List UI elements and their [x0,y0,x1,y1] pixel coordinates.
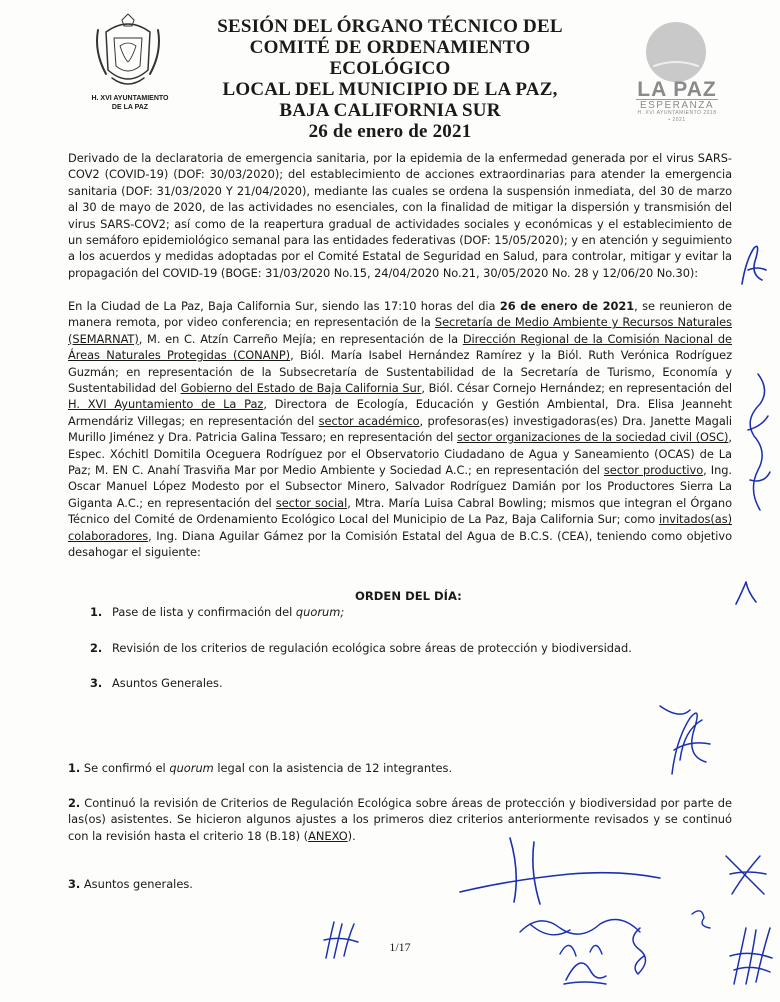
resolution-text: Se confirmó el [80,761,170,775]
resolution-number: 1. [68,761,81,775]
resolution-text: ). [347,828,356,843]
semarnat-reference: Secretaría de Medio Ambiente y Recursos Naturales (SEMARNAT) [68,315,732,346]
initials-signature [650,700,720,780]
title-line-2: COMITÉ DE ORDENAMIENTO ECOLÓGICO [249,37,531,79]
academic-sector-reference: sector académico [318,413,420,428]
attendance-text: , Ing. Diana Aguilar Gámez por la Comisión Estatal del Agua de B.C.S. (CEA), teniendo como objetivo desahogar el siguiente: [68,528,732,560]
state-government-reference: Gobierno del Estado de Baja California Sur [180,381,422,396]
invited-collaborators-reference: invitados(as) colaboradores [68,512,732,543]
resolution-number: 3. [68,877,81,891]
attendance-text: , Mtra. María Luisa Cabral Bowling; mismos que integran el Órgano Técnico del Comité de Ordenamiento Ecológico Local del Municipio de La Paz, Baja California Sur; como [68,495,732,527]
osc-sector-reference: sector organizaciones de la sociedad civil (OSC) [456,430,729,445]
initials-signature [726,920,776,990]
attendance-text: , Espec. Xóchitl Domitila Oceguera Rodríguez por el Observatorio Ciudadano de Agua y Saneamiento (OCAS) de La Paz; M. EN C. Anahí Trasviña Mar por Medio Ambiente y Sociedad A.C.; en representación del [68,430,732,478]
logo-subtitle: ESPERANZA [636,99,718,111]
attendance-text: , se reunieron de manera remota, por video conferencia; en representación de la [68,299,732,330]
title-line-4: BAJA CALIFORNIA SUR [279,100,501,121]
crest-caption-line1: H. XVI AYUNTAMIENTO [91,95,169,102]
conanp-reference: Dirección Regional de la Comisión Nacional de Áreas Naturales Protegidas (CONANP) [68,331,732,363]
resolution-text: Asuntos generales. [80,877,193,891]
agenda-item-number: 3. [90,676,103,690]
margin-vertical-signature [740,360,776,520]
agenda-item-text: Pase de lista y confirmación del [112,605,296,619]
resolution-text: legal con la asistencia de 12 integrantes. [213,761,453,775]
page-number: 1/17 [389,940,411,954]
agenda-item-text: Asuntos Generales. [112,676,223,690]
productive-sector-reference: sector productivo [603,463,704,478]
initials-signature [320,918,360,964]
intro-paragraph: Derivado de la declaratoria de emergencia sanitaria, por la epidemia de la enfermedad generada por el virus SARS-COV2 (COVID-19) (DOF: 30/03/2020); del establecimiento de acciones extraordinarias para atender la emergencia sanitaria (DOF: 31/03/2020 Y 21/04/2020), mediante las cuales se ordena la suspensión inmediata, del 30 de marzo al 30 de mayo de 2020, de las actividades no esenciales, con la finalidad de mitigar la dispersión y transmisión del virus SARS-COV2; así como de la reapertura gradual de actividades sociales y económicas y el establecimiento de un semáforo epidemiológico semanal para las entidades federativas (DOF: 15/05/2020); y en atención y seguimiento a los acuerdos y medidas adoptadas por el Comité Estatal de Seguridad en Salud, para controlar, mitigar y evitar la propagación del COVID-19 (BOGE: 31/03/2020 No.15, 24/04/2020 No.21, 30/05/2020 No. 28 y 12/06/20 No.30): [68,151,732,280]
ayuntamiento-reference: H. XVI Ayuntamiento de La Paz [68,397,264,412]
agenda-item [90,675,223,691]
resolution-number: 2. [68,796,81,810]
initials-signature [620,920,660,980]
attendance-text: En la Ciudad de La Paz, Baja California Sur, siendo las 17:10 horas del dia [68,299,500,313]
resolution-1 [68,760,732,776]
social-sector-reference: sector social [275,495,348,510]
initials-signature [720,850,770,900]
title-date: 26 de enero de 2021 [308,121,472,142]
logo-title: LA PAZ [637,78,717,101]
attendance-text: , M. en C. Atzín Carreño Mejía; en representación de la [138,331,463,346]
attendance-text: , Biól. César Cornejo Hernández; en representación del [421,381,732,396]
agenda-item-italic: quorum; [295,605,345,619]
initials-signature [560,940,610,990]
agenda-item-number: 1. [90,605,103,619]
document-title [200,16,580,142]
agenda-heading: ORDEN DEL DÍA: [355,589,462,603]
attendance-text: , Directora de Ecología, Educación y Gestión Ambiental, Dra. Elisa Jeanneht Armendáriz Villegas; en representación del [68,397,732,428]
agenda-item [90,604,344,620]
initials-signature [686,904,716,934]
resolution-text: Continuó la revisión de Criterios de Regulación Ecológica sobre áreas de protección y biodiversidad por parte de las(os) asistentes. Se hicieron algunos ajustes a los primeros diez criterios anteriormente revisados y se continuó con la revisión hasta el criterio 18 (B.18) ( [68,796,732,843]
meeting-date: 26 de enero de 2021 [499,299,635,313]
title-line-3: LOCAL DEL MUNICIPIO DE LA PAZ, [222,79,558,100]
agenda-item-number: 2. [90,641,103,655]
attendance-text: , Ing. Oscar Manuel López Modesto por el Subsector Minero, Salvador Rodríguez Damián por los Productores Sierra La Giganta A.C.; en representación del [68,463,733,510]
annex-reference: ANEXO [308,828,348,843]
margin-initials-signature [736,240,770,290]
municipal-crest-icon [92,12,164,92]
title-line-1: SESIÓN DEL ÓRGANO TÉCNICO DEL [217,16,563,37]
agenda-item-text: Revisión de los criterios de regulación ecológica sobre áreas de protección y biodiversidad. [112,641,632,655]
logo-footer: H. XVI AYUNTAMIENTO 2018 • 2021 [637,110,717,123]
margin-mark [730,578,760,608]
crest-caption [70,94,190,112]
crest-caption-line2: DE LA PAZ [111,104,149,111]
attendance-text: , Biól. María Isabel Hernández Ramírez y la Biól. Ruth Verónica Rodríguez Guzmán; en representación de la Subsecretaría de Sustentabilidad de la Secretaría de Turismo, Economía y Sustentabilidad del [68,348,732,396]
resolution-italic: quorum [169,761,214,775]
attendance-paragraph [68,298,732,561]
attendance-text: , profesoras(es) investigadoras(es) Dra. Janette Magali Murillo Jiménez y Dra. Patricia Galina Tessaro; en representación del [68,413,732,445]
agenda-item [90,640,632,656]
